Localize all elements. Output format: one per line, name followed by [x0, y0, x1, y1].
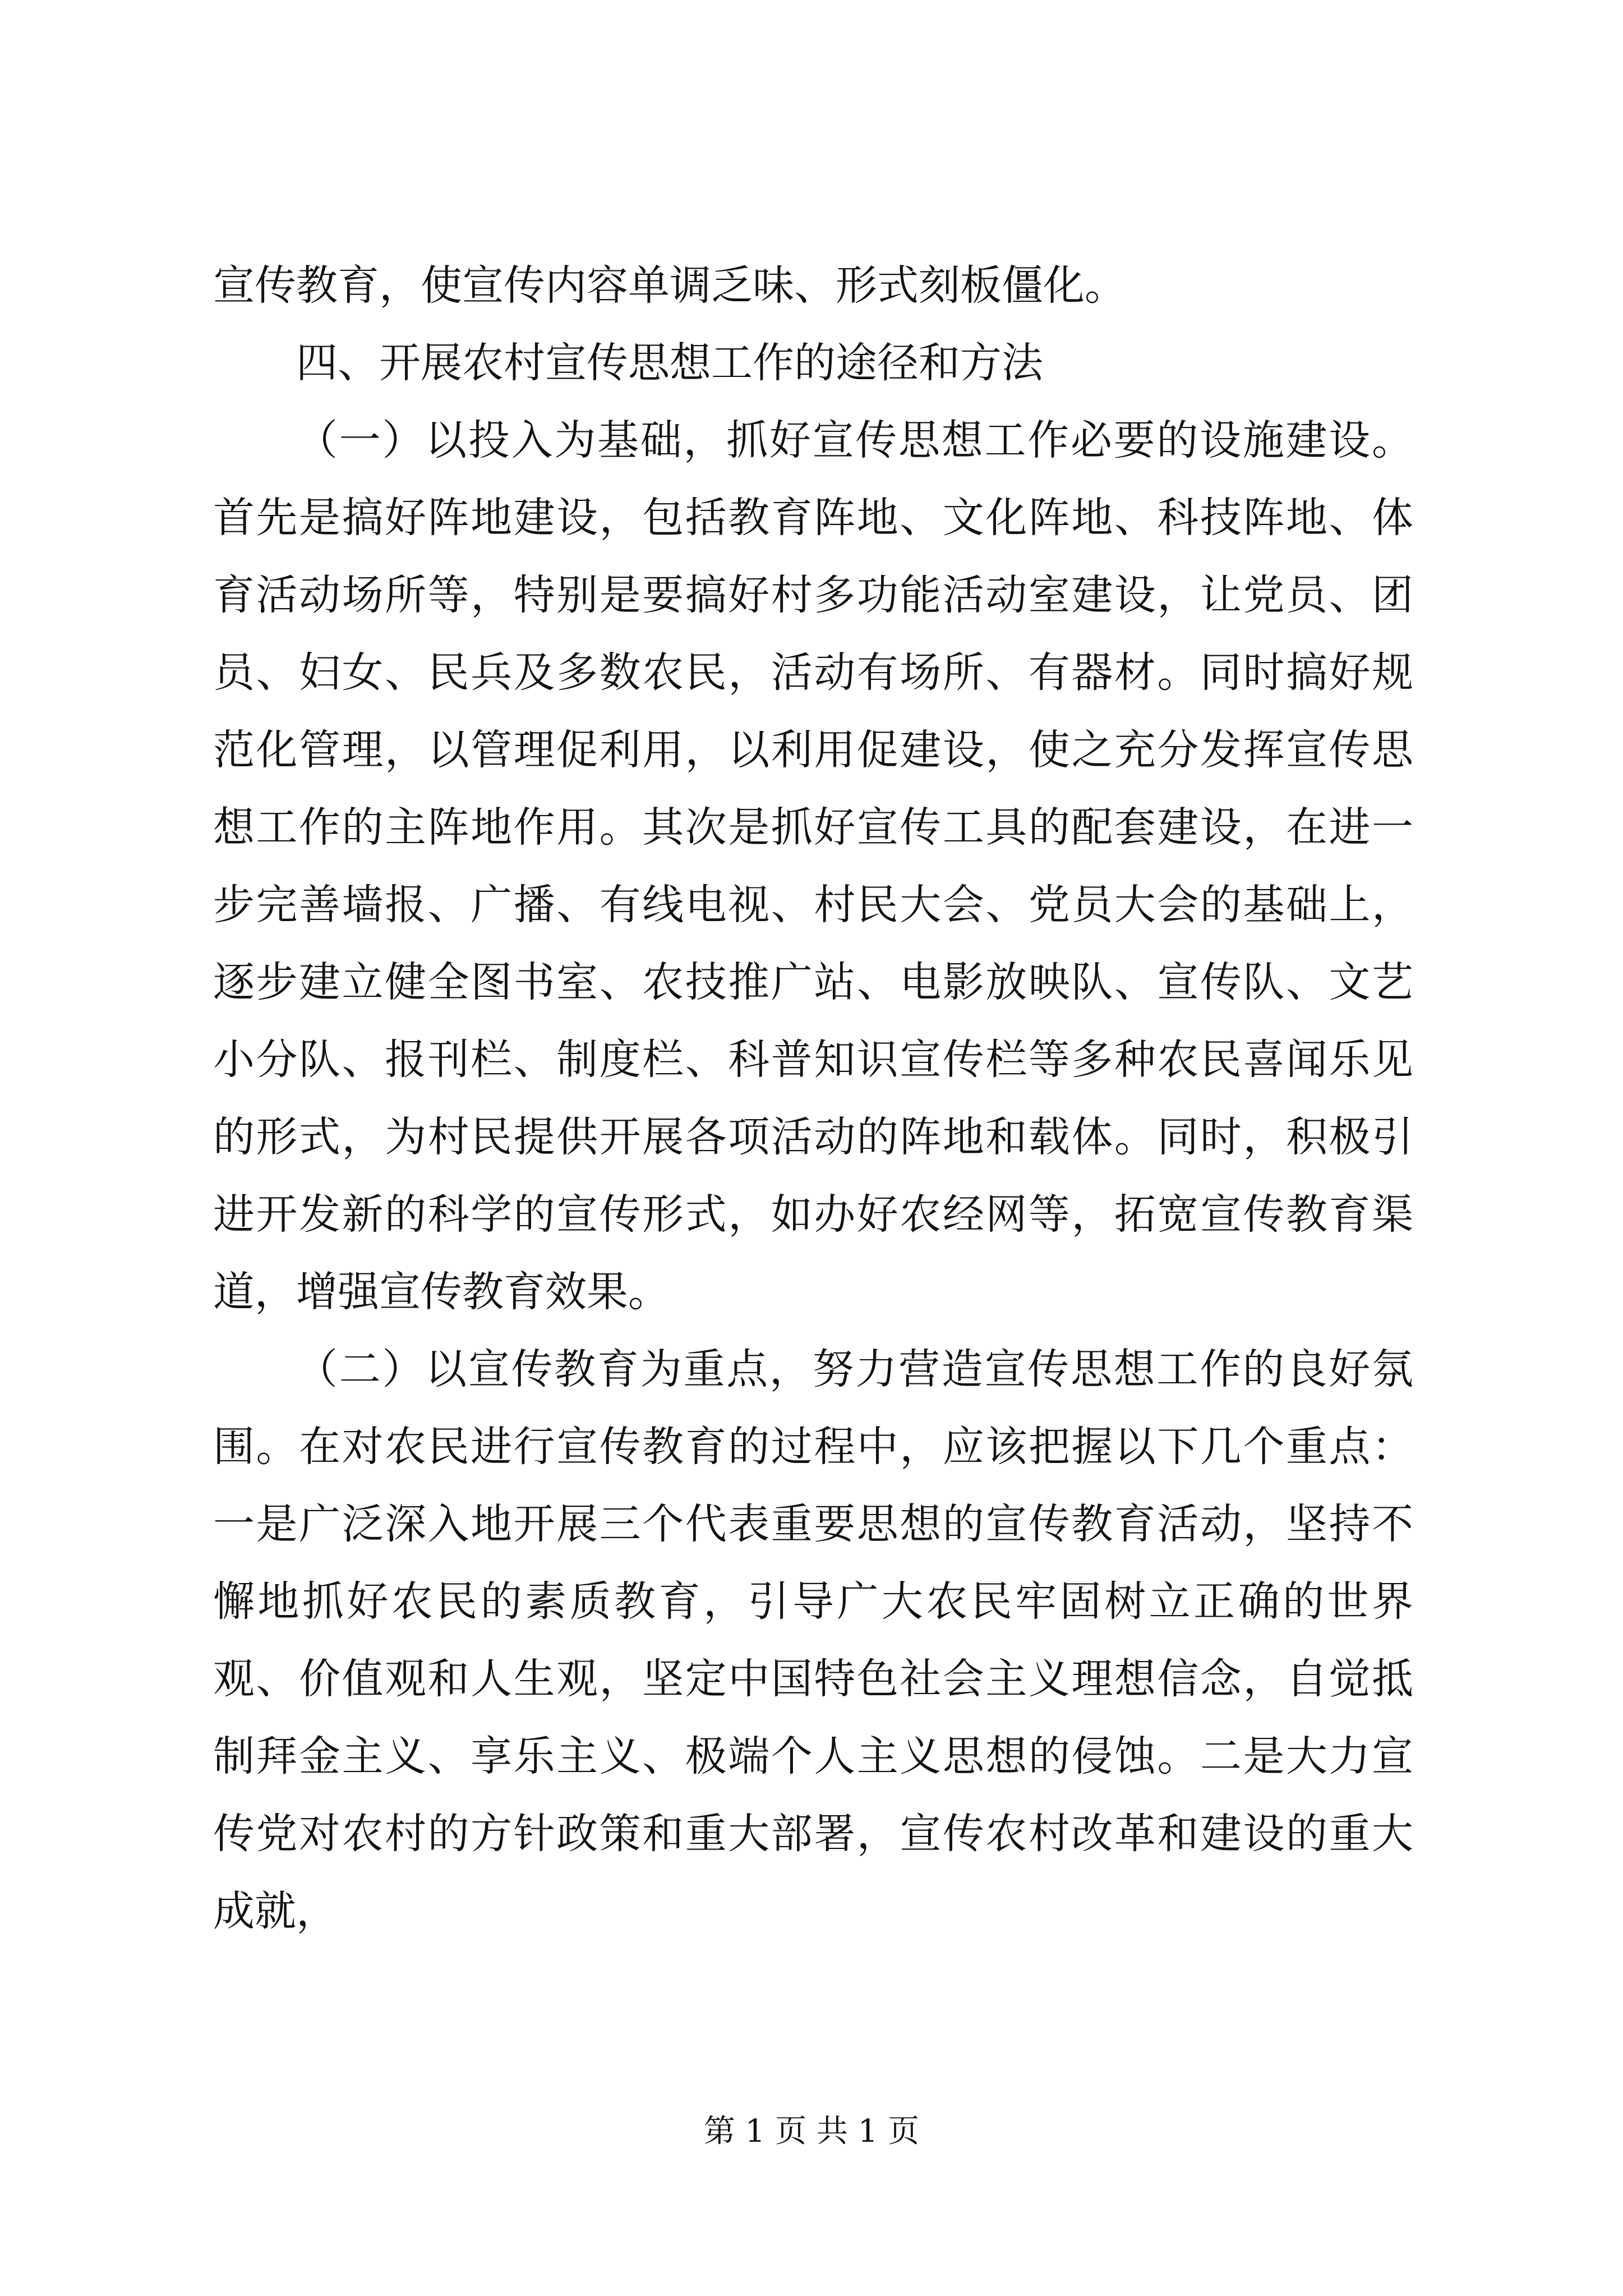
paragraph-continuation: 宣传教育，使宣传内容单调乏味、形式刻板僵化。 — [213, 261, 1126, 310]
document-body — [213, 247, 1413, 1950]
paragraph-education: （二）以宣传教育为重点，努力营造宣传思想工作的良好氛围。在对农民进行宣传教育的过程中，应该把握以下几个重点：一是广泛深入地开展三个代表重要思想的宣传教育活动，坚持不懈地抓好农民的素质教育，引导广大农民牢固树立正确的世界观、价值观和人生观，坚定中国特色社会主义理想信念，自觉抵制拜金主义、享乐主义、极端个人主义思想的侵蚀。二是大力宣传党对农村的方针政策和重大部署，宣传农村改革和建设的重大成就， — [213, 1345, 1413, 1935]
page-number-footer: 第 1 页 共 1 页 — [703, 2113, 920, 2150]
paragraph-facilities: （一）以投入为基础，抓好宣传思想工作必要的设施建设。首先是搞好阵地建设，包括教育阵地、文化阵地、科技阵地、体育活动场所等，特别是要搞好村多功能活动室建设，让党员、团员、妇女、民兵及多数农民，活动有场所、有器材。同时搞好规范化管理，以管理促利用，以利用促建设，使之充分发挥宣传思想工作的主阵地作用。其次是抓好宣传工具的配套建设，在进一步完善墙报、广播、有线电视、村民大会、党员大会的基础上，逐步建立健全图书室、农技推广站、电影放映队、宣传队、文艺小分队、报刊栏、制度栏、科普知识宣传栏等多种农民喜闻乐见的形式，为村民提供开展各项活动的阵地和载体。同时，积极引进开发新的科学的宣传形式，如办好农经网等，拓宽宣传教育渠道，增强宣传教育效果。 — [213, 416, 1413, 1316]
section-heading: 四、开展农村宣传思想工作的途径和方法 — [296, 339, 1043, 387]
